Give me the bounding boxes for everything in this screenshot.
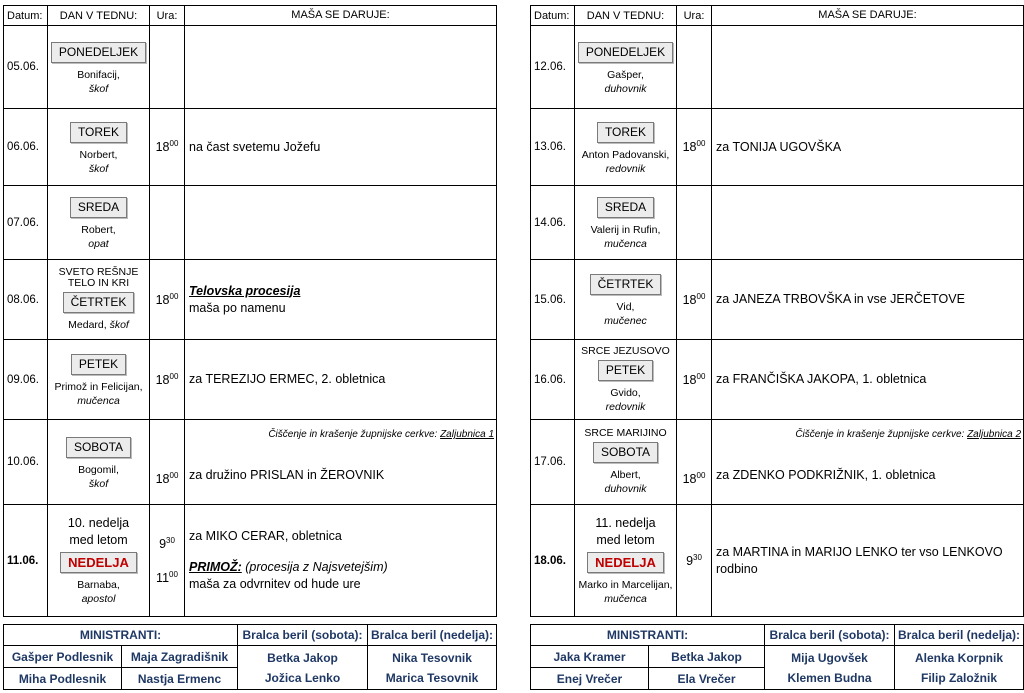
mass-time xyxy=(677,139,711,154)
mass-cell xyxy=(712,420,1024,505)
saturday-readers-label: Bralca beril (sobota): xyxy=(238,625,368,646)
mass-cell xyxy=(712,505,1024,617)
time-minute: 00 xyxy=(696,291,706,301)
sunday-title: med letom xyxy=(69,533,128,547)
time-minute: 30 xyxy=(166,536,175,546)
weekday-badge: SOBOTA xyxy=(593,442,658,463)
saint-name-text: Barnaba, xyxy=(77,579,120,591)
feast-title: SRCE JEZUSOVO xyxy=(581,344,670,357)
procession-title: Telovska procesija xyxy=(189,283,301,298)
saturday-readers xyxy=(238,646,368,690)
mass-time xyxy=(677,372,711,387)
time-cell xyxy=(150,505,185,617)
weekday-badge: SREDA xyxy=(597,197,654,218)
mass-cell xyxy=(185,26,497,109)
date-cell: 07.06. xyxy=(4,186,48,260)
weekday-badge: NEDELJA xyxy=(587,552,664,573)
time-cell xyxy=(150,340,185,420)
day-cell xyxy=(575,26,677,109)
day-cell xyxy=(575,186,677,260)
primoz-note: (procesija z Najsvetejšim) xyxy=(245,560,388,574)
time-minute: 00 xyxy=(696,139,706,149)
day-cell xyxy=(48,340,150,420)
mass-time xyxy=(150,536,184,551)
saint-rank: mučenec xyxy=(604,315,647,327)
date-cell: 08.06. xyxy=(4,260,48,340)
time-cell xyxy=(677,109,712,186)
day-cell xyxy=(575,505,677,617)
day-row xyxy=(4,109,497,186)
mass-intention: za FRANČIŠKA JAKOPA, 1. obletnica xyxy=(716,372,927,386)
saint-rank: mučenca xyxy=(604,593,647,605)
sunday-title: 10. nedelja xyxy=(67,516,130,530)
day-cell xyxy=(48,186,150,260)
sunday-readers xyxy=(895,646,1024,690)
header-mass: MAŠA SE DARUJE: xyxy=(712,6,1024,26)
ministrant-name: Jaka Kramer xyxy=(531,646,649,668)
time-minute: 00 xyxy=(696,471,706,481)
saint-name xyxy=(48,223,149,237)
day-cell xyxy=(575,109,677,186)
mass-intention: maša po namenu xyxy=(189,300,286,315)
ministrant-name: Betka Jakop xyxy=(649,646,765,668)
day-cell xyxy=(48,260,150,340)
time-hour: 11 xyxy=(156,570,170,585)
time-cell xyxy=(677,260,712,340)
weekday-badge: SOBOTA xyxy=(66,437,131,458)
saint-rank: redovnik xyxy=(605,400,646,413)
time-cell xyxy=(150,260,185,340)
mass-time xyxy=(677,471,711,486)
ministranti-label: MINISTRANTI: xyxy=(4,625,238,646)
mass-cell xyxy=(185,109,497,186)
header-date: Datum: xyxy=(4,6,48,26)
feast-title: TELO IN KRI xyxy=(67,277,130,289)
time-minute: 30 xyxy=(693,552,702,562)
day-cell xyxy=(48,26,150,109)
sunday-title: med letom xyxy=(596,533,655,547)
time-minute: 00 xyxy=(169,371,179,381)
day-row xyxy=(531,260,1024,340)
reader-name: Nika Tesovnik xyxy=(392,650,472,665)
weekday-badge: ČETRTEK xyxy=(63,292,135,313)
weekday-badge: PETEK xyxy=(598,360,653,381)
saint-name xyxy=(575,578,676,592)
time-hour: 18 xyxy=(682,293,697,308)
cleaning-note xyxy=(716,426,1023,443)
mass-intention: za JANEZA TRBOVŠKA in vse JERČETOVE xyxy=(716,292,965,306)
saint-name-text: Bogomil, xyxy=(78,463,119,476)
mass-cell xyxy=(712,340,1024,420)
reader-name: Mija Ugovšek xyxy=(791,650,868,665)
schedule-table-right xyxy=(530,5,1024,617)
time-hour: 18 xyxy=(682,373,697,388)
ministrant-name: Maja Zagradišnik xyxy=(122,646,238,668)
time-minute: 00 xyxy=(169,139,179,149)
saint-rank: škof xyxy=(109,319,129,331)
date-cell: 11.06. xyxy=(4,505,48,617)
mass-time xyxy=(150,570,184,585)
saint-name-text: Marko in Marcelijan, xyxy=(578,579,673,591)
primoz-line xyxy=(189,559,496,576)
date-cell: 06.06. xyxy=(4,109,48,186)
saint-name xyxy=(575,68,676,82)
cleaning-note xyxy=(189,426,496,443)
mass-intention: za TEREZIJO ERMEC, 2. obletnica xyxy=(189,372,386,386)
cleaning-text: Čiščenje in krašenje župnijske cerkve: xyxy=(795,429,965,440)
saint-rank: škof xyxy=(88,162,109,175)
mass-cell xyxy=(185,505,497,617)
time-cell xyxy=(677,420,712,505)
mass-time xyxy=(150,471,184,486)
day-cell xyxy=(575,340,677,420)
date-cell: 17.06. xyxy=(531,420,575,505)
saint-rank: škof xyxy=(88,477,109,490)
saint-rank: duhovnik xyxy=(604,483,647,495)
mass-cell xyxy=(712,26,1024,109)
schedule-table-left xyxy=(3,5,497,617)
saint-name xyxy=(48,68,149,82)
day-row xyxy=(4,420,497,505)
sunday-readers xyxy=(368,646,497,690)
time-cell xyxy=(150,186,185,260)
time-cell xyxy=(150,109,185,186)
time-cell xyxy=(150,420,185,505)
mass-intention: za TONIJA UGOVŠKA xyxy=(716,139,842,154)
date-cell: 10.06. xyxy=(4,420,48,505)
day-row xyxy=(4,505,497,617)
mass-time xyxy=(677,553,711,568)
mass-time xyxy=(150,292,184,307)
weekday-badge: PONEDELJEK xyxy=(51,42,146,63)
saint-name xyxy=(575,223,676,237)
saint-name xyxy=(575,468,676,482)
saint-name xyxy=(575,300,676,314)
saturday-readers xyxy=(765,646,895,690)
weekday-badge: PETEK xyxy=(71,354,126,375)
time-hour: 9 xyxy=(159,537,167,552)
saint-name-text: Vid, xyxy=(616,301,635,313)
saint-rank: škof xyxy=(88,82,109,95)
day-cell xyxy=(48,420,150,505)
day-cell xyxy=(575,420,677,505)
header-time: Ura: xyxy=(150,6,185,26)
day-cell xyxy=(575,260,677,340)
day-row xyxy=(531,505,1024,617)
sunday-readers-label: Bralca beril (nedelja): xyxy=(368,625,497,646)
mass-time xyxy=(150,139,184,154)
reader-name: Jožica Lenko xyxy=(264,670,341,685)
time-hour: 18 xyxy=(682,140,697,155)
day-row xyxy=(531,420,1024,505)
date-cell: 18.06. xyxy=(531,505,575,617)
time-cell xyxy=(677,340,712,420)
date-cell: 16.06. xyxy=(531,340,575,420)
ministrant-name: Gašper Podlesnik xyxy=(4,646,122,668)
mass-cell xyxy=(185,186,497,260)
saint-name xyxy=(48,380,149,394)
ministrant-name: Nastja Ermenc xyxy=(122,668,238,690)
saturday-readers-label: Bralca beril (sobota): xyxy=(765,625,895,646)
time-minute: 00 xyxy=(169,569,178,579)
header-date: Datum: xyxy=(531,6,575,26)
saint-name xyxy=(48,148,149,162)
saint-name-text: Bonifacij, xyxy=(77,68,120,81)
date-cell: 13.06. xyxy=(531,109,575,186)
mass-intention: za MIKO CERAR, obletnica xyxy=(189,529,342,543)
time-cell xyxy=(150,26,185,109)
header-row xyxy=(4,6,497,26)
time-hour: 18 xyxy=(682,472,697,487)
saint-name xyxy=(575,386,676,400)
ministrant-name: Enej Vrečer xyxy=(531,668,649,690)
date-cell: 12.06. xyxy=(531,26,575,109)
cleaning-group: Zaljubnica 2 xyxy=(967,429,1021,440)
weekday-badge: PONEDELJEK xyxy=(578,42,673,63)
header-day: DAN V TEDNU: xyxy=(575,6,677,26)
mass-intention: za MARTINA in MARIJO LENKO ter vso LENKOVO rodbino xyxy=(716,544,1003,576)
saint-name-text: Anton Padovanski, xyxy=(581,148,670,161)
reader-name: Marica Tesovnik xyxy=(385,670,479,685)
time-cell xyxy=(677,505,712,617)
mass-cell xyxy=(712,186,1024,260)
primoz-mass: maša za odvrnitev od hude ure xyxy=(189,577,361,591)
reader-name: Betka Jakop xyxy=(267,650,338,665)
saint-name-text: Medard, xyxy=(68,319,107,331)
day-row xyxy=(531,109,1024,186)
weekday-badge: TOREK xyxy=(597,122,654,143)
time-hour: 18 xyxy=(155,140,170,155)
saint-name-text: Robert, xyxy=(81,224,116,236)
saint-rank: apostol xyxy=(81,593,116,605)
day-cell xyxy=(48,109,150,186)
day-cell xyxy=(48,505,150,617)
saint-name-text: Gvido, xyxy=(610,386,641,399)
time-cell xyxy=(677,26,712,109)
header-time: Ura: xyxy=(677,6,712,26)
time-minute: 00 xyxy=(169,291,179,301)
saint-name-text: Primož in Felicijan, xyxy=(54,381,143,393)
time-hour: 18 xyxy=(155,472,170,487)
weekday-badge: NEDELJA xyxy=(60,552,137,573)
saint-name xyxy=(48,318,149,332)
reader-name: Filip Založnik xyxy=(921,670,998,685)
saint-rank: mučenca xyxy=(604,238,647,250)
saint-name-text: Valerij in Rufin, xyxy=(590,224,661,236)
weekday-badge: TOREK xyxy=(70,122,127,143)
mass-intention: za družino PRISLAN in ŽEROVNIK xyxy=(189,468,385,482)
day-row xyxy=(531,26,1024,109)
ministrant-name: Ela Vrečer xyxy=(649,668,765,690)
day-row xyxy=(4,186,497,260)
sunday-readers-label: Bralca beril (nedelja): xyxy=(895,625,1024,646)
reader-name: Alenka Korpnik xyxy=(915,650,1004,665)
saint-rank: opat xyxy=(88,238,109,250)
weekday-badge: SREDA xyxy=(70,197,127,218)
ministranti-label: MINISTRANTI: xyxy=(531,625,765,646)
saint-name xyxy=(48,463,149,477)
ministrant-name: Miha Podlesnik xyxy=(4,668,122,690)
mass-time xyxy=(677,292,711,307)
helpers-table-left xyxy=(3,624,497,690)
saint-name-text: Norbert, xyxy=(79,148,118,161)
cleaning-text: Čiščenje in krašenje župnijske cerkve: xyxy=(268,429,438,440)
header-mass: MAŠA SE DARUJE: xyxy=(185,6,497,26)
feast-title: SRCE MARIJINO xyxy=(584,427,667,439)
mass-cell xyxy=(185,340,497,420)
time-cell xyxy=(677,186,712,260)
feast-title: SVETO REŠNJE xyxy=(58,266,139,278)
mass-cell xyxy=(712,260,1024,340)
saint-rank: mučenca xyxy=(77,395,120,407)
saint-rank: redovnik xyxy=(605,162,646,175)
sunday-title: 11. nedelja xyxy=(595,516,656,530)
time-hour: 18 xyxy=(155,293,170,308)
mass-intention: za ZDENKO PODKRIŽNIK, 1. obletnica xyxy=(716,468,936,482)
saint-name-text: Albert, xyxy=(610,469,641,481)
saint-rank: duhovnik xyxy=(604,82,647,95)
saint-name-text: Gašper, xyxy=(607,68,644,81)
date-cell: 05.06. xyxy=(4,26,48,109)
time-hour: 9 xyxy=(686,554,694,569)
saint-name xyxy=(575,148,676,162)
primoz-label: PRIMOŽ: xyxy=(189,560,242,574)
day-row xyxy=(531,340,1024,420)
mass-cell xyxy=(185,260,497,340)
time-minute: 00 xyxy=(696,371,706,381)
day-row xyxy=(4,260,497,340)
date-cell: 09.06. xyxy=(4,340,48,420)
helpers-table-right xyxy=(530,624,1024,690)
weekday-badge: ČETRTEK xyxy=(590,274,662,295)
day-row xyxy=(4,26,497,109)
time-minute: 00 xyxy=(169,471,179,481)
cleaning-group: Zaljubnica 1 xyxy=(440,429,494,440)
day-row xyxy=(531,186,1024,260)
date-cell: 15.06. xyxy=(531,260,575,340)
mass-cell xyxy=(712,109,1024,186)
saint-name xyxy=(48,578,149,592)
mass-intention: na čast svetemu Jožefu xyxy=(189,139,321,154)
header-day: DAN V TEDNU: xyxy=(48,6,150,26)
reader-name: Klemen Budna xyxy=(787,670,872,685)
mass-cell xyxy=(185,420,497,505)
day-row xyxy=(4,340,497,420)
time-hour: 18 xyxy=(155,373,170,388)
header-row xyxy=(531,6,1024,26)
date-cell: 14.06. xyxy=(531,186,575,260)
mass-time xyxy=(150,372,184,387)
